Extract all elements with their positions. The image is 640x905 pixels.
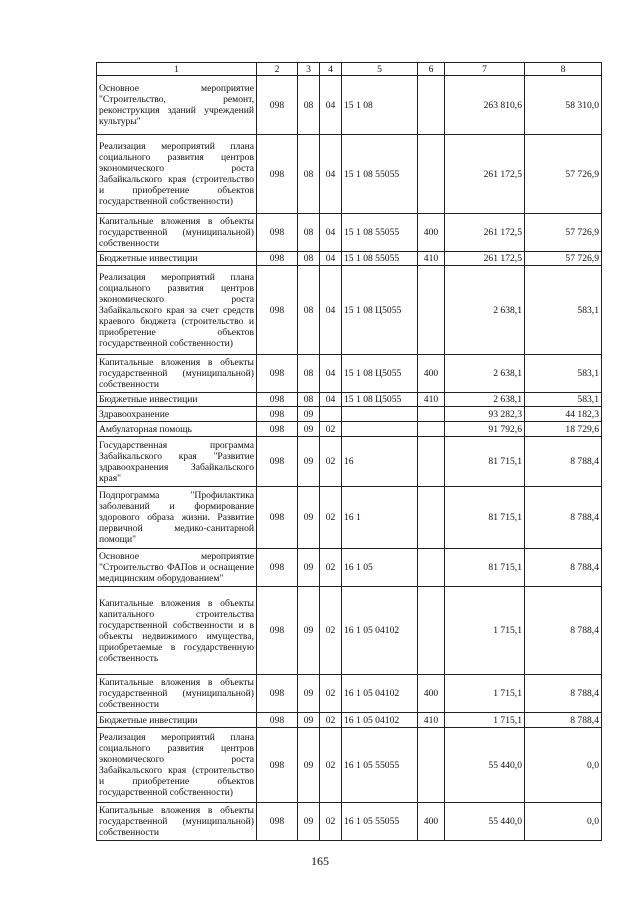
cell-c3: 08 bbox=[298, 76, 320, 135]
table-row bbox=[97, 393, 602, 407]
table-header-row bbox=[97, 63, 602, 76]
cell-c4: 02 bbox=[320, 549, 342, 587]
cell-c8: 583,1 bbox=[525, 393, 602, 407]
cell-c5: 15 1 08 55055 bbox=[342, 252, 418, 266]
cell-c5: 16 1 bbox=[342, 487, 418, 549]
cell-c3: 09 bbox=[298, 675, 320, 713]
cell-c6: 400 bbox=[418, 803, 445, 841]
cell-c3: 09 bbox=[298, 549, 320, 587]
cell-c7: 55 440,0 bbox=[445, 728, 525, 803]
table-row bbox=[97, 437, 602, 487]
cell-c4: 04 bbox=[320, 252, 342, 266]
cell-c4: 04 bbox=[320, 76, 342, 135]
row-name: Реализация мероприятий плана социального развития центров экономического роста Забайкальского края за счет средств краевого бюджета (строительство и приобретение объектов государственной собственности) bbox=[97, 266, 257, 355]
cell-c2: 098 bbox=[257, 713, 298, 728]
cell-c7: 2 638,1 bbox=[445, 266, 525, 355]
row-name: Основное мероприятие "Строительство ФАПов и оснащение медицинским оборудованием" bbox=[97, 549, 257, 587]
cell-c4: 02 bbox=[320, 713, 342, 728]
table-row bbox=[97, 76, 602, 135]
cell-c2: 098 bbox=[257, 76, 298, 135]
cell-c6: 410 bbox=[418, 393, 445, 407]
table-row bbox=[97, 713, 602, 728]
cell-c2: 098 bbox=[257, 803, 298, 841]
cell-c7: 55 440,0 bbox=[445, 803, 525, 841]
cell-c2: 098 bbox=[257, 407, 298, 422]
cell-c6 bbox=[418, 437, 445, 487]
cell-c7: 261 172,5 bbox=[445, 135, 525, 214]
cell-c6: 410 bbox=[418, 713, 445, 728]
cell-c5: 16 1 05 55055 bbox=[342, 803, 418, 841]
cell-c5: 16 1 05 04102 bbox=[342, 587, 418, 675]
cell-c7: 93 282,3 bbox=[445, 407, 525, 422]
cell-c6 bbox=[418, 487, 445, 549]
cell-c6 bbox=[418, 76, 445, 135]
cell-c8: 18 729,6 bbox=[525, 422, 602, 437]
cell-c8: 8 788,4 bbox=[525, 587, 602, 675]
cell-c3: 08 bbox=[298, 393, 320, 407]
table-row bbox=[97, 422, 602, 437]
cell-c2: 098 bbox=[257, 252, 298, 266]
table-row bbox=[97, 587, 602, 675]
cell-c5 bbox=[342, 407, 418, 422]
row-name: Основное мероприятие "Строительство, ремонт, реконструкция зданий учреждений культуры" bbox=[97, 76, 257, 135]
column-header: 2 bbox=[257, 63, 298, 76]
cell-c3: 09 bbox=[298, 487, 320, 549]
cell-c7: 1 715,1 bbox=[445, 713, 525, 728]
row-name: Капитальные вложения в объекты государственной (муниципальной) собственности bbox=[97, 803, 257, 841]
cell-c4: 04 bbox=[320, 266, 342, 355]
cell-c7: 2 638,1 bbox=[445, 393, 525, 407]
cell-c5: 16 1 05 04102 bbox=[342, 713, 418, 728]
cell-c7: 263 810,6 bbox=[445, 76, 525, 135]
page-number: 165 bbox=[311, 854, 329, 868]
cell-c7: 261 172,5 bbox=[445, 214, 525, 252]
table-row bbox=[97, 549, 602, 587]
row-name: Бюджетные инвестиции bbox=[97, 713, 257, 728]
cell-c4: 04 bbox=[320, 355, 342, 393]
cell-c8: 8 788,4 bbox=[525, 713, 602, 728]
table-row bbox=[97, 407, 602, 422]
column-header: 4 bbox=[320, 63, 342, 76]
cell-c6 bbox=[418, 266, 445, 355]
cell-c3: 09 bbox=[298, 728, 320, 803]
cell-c8: 8 788,4 bbox=[525, 675, 602, 713]
cell-c5: 15 1 08 Ц5055 bbox=[342, 393, 418, 407]
cell-c7: 261 172,5 bbox=[445, 252, 525, 266]
cell-c8: 583,1 bbox=[525, 266, 602, 355]
table-row bbox=[97, 214, 602, 252]
row-name: Подпрограмма "Профилактика заболеваний и формирование здорового образа жизни. Развитие первичной медико-санитарной помощи" bbox=[97, 487, 257, 549]
cell-c3: 09 bbox=[298, 422, 320, 437]
cell-c5: 16 bbox=[342, 437, 418, 487]
cell-c8: 58 310,0 bbox=[525, 76, 602, 135]
cell-c7: 1 715,1 bbox=[445, 675, 525, 713]
table-row bbox=[97, 266, 602, 355]
row-name: Капитальные вложения в объекты государственной (муниципальной) собственности bbox=[97, 355, 257, 393]
cell-c3: 08 bbox=[298, 355, 320, 393]
cell-c2: 098 bbox=[257, 214, 298, 252]
row-name: Государственная программа Забайкальского края "Развитие здравоохранения Забайкальского края" bbox=[97, 437, 257, 487]
column-header: 8 bbox=[525, 63, 602, 76]
cell-c8: 0,0 bbox=[525, 728, 602, 803]
cell-c3: 09 bbox=[298, 437, 320, 487]
cell-c8: 8 788,4 bbox=[525, 487, 602, 549]
table-row bbox=[97, 803, 602, 841]
cell-c2: 098 bbox=[257, 675, 298, 713]
cell-c5: 15 1 08 Ц5055 bbox=[342, 355, 418, 393]
cell-c3: 09 bbox=[298, 713, 320, 728]
cell-c4: 04 bbox=[320, 214, 342, 252]
cell-c2: 098 bbox=[257, 393, 298, 407]
cell-c2: 098 bbox=[257, 549, 298, 587]
cell-c2: 098 bbox=[257, 487, 298, 549]
cell-c6 bbox=[418, 728, 445, 803]
cell-c8: 8 788,4 bbox=[525, 549, 602, 587]
cell-c5 bbox=[342, 422, 418, 437]
cell-c4: 02 bbox=[320, 587, 342, 675]
cell-c4: 02 bbox=[320, 437, 342, 487]
cell-c5: 16 1 05 55055 bbox=[342, 728, 418, 803]
cell-c4: 02 bbox=[320, 803, 342, 841]
table-row bbox=[97, 355, 602, 393]
column-header: 3 bbox=[298, 63, 320, 76]
cell-c5: 16 1 05 bbox=[342, 549, 418, 587]
row-name: Бюджетные инвестиции bbox=[97, 393, 257, 407]
cell-c7: 81 715,1 bbox=[445, 549, 525, 587]
cell-c3: 09 bbox=[298, 803, 320, 841]
column-header: 1 bbox=[97, 63, 257, 76]
cell-c2: 098 bbox=[257, 587, 298, 675]
cell-c5: 16 1 05 04102 bbox=[342, 675, 418, 713]
row-name: Реализация мероприятий плана социального развития центров экономического роста Забайкальского края (строительство и приобретение объектов государственной собственности) bbox=[97, 728, 257, 803]
cell-c3: 08 bbox=[298, 214, 320, 252]
cell-c8: 57 726,9 bbox=[525, 214, 602, 252]
cell-c8: 44 182,3 bbox=[525, 407, 602, 422]
cell-c6 bbox=[418, 587, 445, 675]
column-header: 7 bbox=[445, 63, 525, 76]
cell-c8: 57 726,9 bbox=[525, 252, 602, 266]
cell-c4: 02 bbox=[320, 675, 342, 713]
cell-c7: 2 638,1 bbox=[445, 355, 525, 393]
cell-c2: 098 bbox=[257, 728, 298, 803]
cell-c8: 8 788,4 bbox=[525, 437, 602, 487]
cell-c6: 400 bbox=[418, 355, 445, 393]
table-row bbox=[97, 135, 602, 214]
table-row bbox=[97, 487, 602, 549]
cell-c8: 0,0 bbox=[525, 803, 602, 841]
cell-c3: 09 bbox=[298, 587, 320, 675]
cell-c3: 08 bbox=[298, 135, 320, 214]
cell-c5: 15 1 08 Ц5055 bbox=[342, 266, 418, 355]
cell-c6 bbox=[418, 407, 445, 422]
column-header: 6 bbox=[418, 63, 445, 76]
cell-c6: 400 bbox=[418, 214, 445, 252]
cell-c5: 15 1 08 55055 bbox=[342, 135, 418, 214]
cell-c3: 09 bbox=[298, 407, 320, 422]
cell-c6: 400 bbox=[418, 675, 445, 713]
row-name: Бюджетные инвестиции bbox=[97, 252, 257, 266]
cell-c3: 08 bbox=[298, 252, 320, 266]
cell-c4: 04 bbox=[320, 393, 342, 407]
cell-c6 bbox=[418, 422, 445, 437]
row-name: Реализация мероприятий плана социального развития центров экономического роста Забайкальского края (строительство и приобретение объектов государственной собственности) bbox=[97, 135, 257, 214]
budget-table bbox=[96, 62, 602, 841]
cell-c6: 410 bbox=[418, 252, 445, 266]
table-row bbox=[97, 675, 602, 713]
cell-c7: 81 715,1 bbox=[445, 487, 525, 549]
cell-c7: 91 792,6 bbox=[445, 422, 525, 437]
cell-c4: 02 bbox=[320, 728, 342, 803]
row-name: Амбулаторная помощь bbox=[97, 422, 257, 437]
cell-c4: 04 bbox=[320, 135, 342, 214]
cell-c5: 15 1 08 55055 bbox=[342, 214, 418, 252]
cell-c6 bbox=[418, 549, 445, 587]
row-name: Здравоохранение bbox=[97, 407, 257, 422]
cell-c6 bbox=[418, 135, 445, 214]
cell-c2: 098 bbox=[257, 135, 298, 214]
cell-c7: 81 715,1 bbox=[445, 437, 525, 487]
cell-c5: 15 1 08 bbox=[342, 76, 418, 135]
cell-c4 bbox=[320, 407, 342, 422]
cell-c8: 583,1 bbox=[525, 355, 602, 393]
row-name: Капитальные вложения в объекты капитального строительства государственной собственности и в объекты недвижимого имущества, приобретаемые в государственную собственность bbox=[97, 587, 257, 675]
cell-c2: 098 bbox=[257, 422, 298, 437]
row-name: Капитальные вложения в объекты государственной (муниципальной) собственности bbox=[97, 214, 257, 252]
row-name: Капитальные вложения в объекты государственной (муниципальной) собственности bbox=[97, 675, 257, 713]
cell-c2: 098 bbox=[257, 355, 298, 393]
column-header: 5 bbox=[342, 63, 418, 76]
table-row bbox=[97, 728, 602, 803]
cell-c7: 1 715,1 bbox=[445, 587, 525, 675]
cell-c3: 08 bbox=[298, 266, 320, 355]
cell-c2: 098 bbox=[257, 266, 298, 355]
cell-c8: 57 726,9 bbox=[525, 135, 602, 214]
cell-c4: 02 bbox=[320, 487, 342, 549]
cell-c4: 02 bbox=[320, 422, 342, 437]
cell-c2: 098 bbox=[257, 437, 298, 487]
table-row bbox=[97, 252, 602, 266]
